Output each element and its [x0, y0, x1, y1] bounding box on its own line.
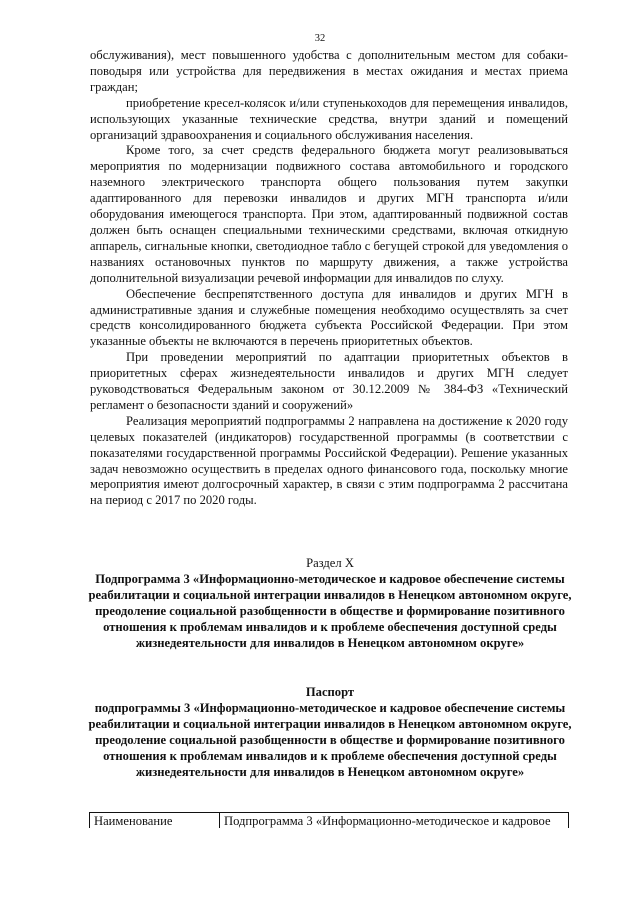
- page-number: 32: [314, 33, 326, 44]
- body-text: [90, 48, 568, 509]
- passport-heading: [80, 685, 580, 780]
- paragraph: При проведении мероприятий по адаптации приоритетных объектов в приоритетных сферах жизнедеятельности инвалидов и других МГН следует руководствоваться Федеральным законом от 30.12.2009 № 384-ФЗ «Технический регламент о безопасности зданий и сооружений»: [90, 350, 568, 412]
- table-cell-value: Подпрограмма 3 «Информационно-методическое и кадровое: [220, 813, 569, 829]
- section-title: Подпрограмма 3 «Информационно-методическое и кадровое обеспечение системы реабилитации и социальной интеграции инвалидов в Ненецком автономном округе, преодоление социальной разобщенности в обществе и формирование позитивного отношения к проблемам инвалидов и к проблеме обеспечения доступной среды жизнедеятельности для инвалидов в Ненецком автономном округе»: [88, 571, 572, 650]
- paragraph: обслуживания), мест повышенного удобства с дополнительным местом для собаки-поводыря или устройства для передвижения в местах ожидания и местах приема граждан;: [90, 48, 568, 94]
- paragraph: Кроме того, за счет средств федерального бюджета могут реализовываться мероприятия по модернизации подвижного состава автомобильного и городского наземного электрического транспорта общего пользования путем закупки адаптированного для перевозки инвалидов и других МГН транспорта и/или оборудования имеющегося транспорта. При этом, адаптированный подвижной состав должен быть оснащен специальными техническими средствами, включая откидную аппарель, сигнальные кнопки, светодиодное табло с бегущей строкой для уведомления о названиях остановочных пунктов по маршруту движения, а также устройства дополнительной визуализации речевой информации для инвалидов по слуху.: [90, 143, 568, 285]
- section-heading: [80, 556, 580, 651]
- table-cell-label: Наименование: [90, 813, 220, 829]
- passport-table: [89, 812, 569, 828]
- section-label: Раздел X: [306, 556, 354, 570]
- passport-subtitle: подпрограммы 3 «Информационно-методическое и кадровое обеспечение системы реабилитации и социальной интеграции инвалидов в Ненецком автономном округе, преодоление социальной разобщенности в обществе и формирование позитивного отношения к проблемам инвалидов и к проблеме обеспечения доступной среды жизнедеятельности для инвалидов в Ненецком автономном округе»: [88, 700, 572, 779]
- paragraph: Реализация мероприятий подпрограммы 2 направлена на достижение к 2020 году целевых показателей (индикаторов) государственной программы (в соответствии с показателями государственной программы Российской Федерации). Решение указанных задач невозможно осуществить в пределах одного финансового года, поскольку многие мероприятия имеют долгосрочный характер, в связи с этим подпрограмма 2 рассчитана на период с 2017 по 2020 годы.: [90, 413, 568, 508]
- table-row: [90, 813, 569, 829]
- passport-title: Паспорт: [305, 685, 355, 699]
- paragraph: Обеспечение беспрепятственного доступа для инвалидов и других МГН в административные здания и служебные помещения необходимо осуществлять за счет средств консолидированного бюджета субъекта Российской Федерации. При этом указанные объекты не включаются в перечень приоритетных объектов.: [90, 286, 568, 349]
- paragraph: приобретение кресел-колясок и/или ступенькоходов для перемещения инвалидов, использующих указанные технические средства, внутри зданий и помещений организаций здравоохранения и социального обслуживания населения.: [90, 95, 568, 142]
